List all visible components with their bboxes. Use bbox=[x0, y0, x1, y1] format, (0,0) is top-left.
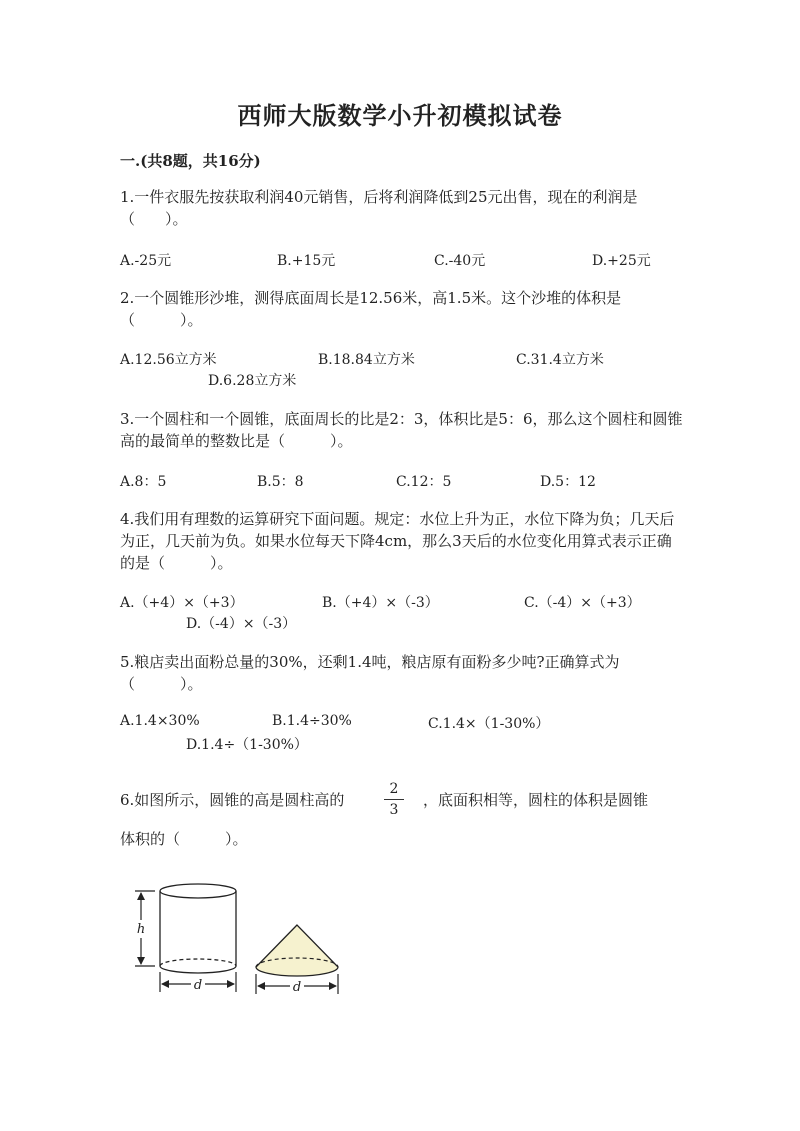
question-6-stem-part1: 6.如图所示，圆锥的高是圆柱高的 bbox=[120, 791, 345, 809]
question-5-stem: 5.粮店卖出面粉总量的30%，还剩1.4吨，粮店原有面粉多少吨?正确算式为（ ）。 bbox=[120, 653, 620, 693]
fraction-denominator: 3 bbox=[389, 802, 399, 818]
q2-option-c: C.31.4立方米 bbox=[516, 352, 604, 368]
question-3-stem: 3.一个圆柱和一个圆锥，底面周长的比是2：3，体积比是5：6，那么这个圆柱和圆锥高的最简单的整数比是（ ）。 bbox=[120, 410, 683, 450]
question-2-stem: 2.一个圆锥形沙堆，测得底面周长是12.56米，高1.5米。这个沙堆的体积是（ ）。 bbox=[120, 289, 622, 329]
page-title: 西师大版数学小升初模拟试卷 bbox=[237, 101, 563, 130]
q3-option-a: A.8：5 bbox=[120, 474, 167, 490]
cone-diameter-label: d bbox=[292, 980, 302, 995]
cone-shape bbox=[256, 925, 338, 976]
cylinder-cone-figure bbox=[125, 880, 345, 1000]
height-label: h bbox=[136, 922, 146, 937]
question-4-stem: 4.我们用有理数的运算研究下面问题。规定：水位上升为正，水位下降为负；几天后为正，几天前为负。如果水位每天下降4cm，那么3天后的水位变化用算式表示正确的是（ ）。 bbox=[120, 510, 675, 572]
section-heading: 一.(共8题，共16分) bbox=[120, 152, 261, 170]
cylinder-shape bbox=[160, 884, 236, 973]
q4-option-c: C.（-4）×（+3） bbox=[524, 595, 641, 611]
q5-option-a: A.1.4×30% bbox=[120, 713, 200, 729]
q2-option-a: A.12.56立方米 bbox=[120, 352, 217, 368]
q2-option-d: D.6.28立方米 bbox=[208, 373, 297, 389]
q3-option-b: B.5：8 bbox=[257, 474, 304, 490]
fraction-bar bbox=[384, 799, 404, 800]
q5-option-d: D.1.4÷（1-30%） bbox=[186, 737, 308, 753]
q1-option-a: A.-25元 bbox=[120, 253, 172, 269]
q4-option-d: D.（-4）×（-3） bbox=[186, 616, 297, 632]
question-6-stem-line2: 体积的（ ）。 bbox=[120, 830, 248, 848]
question-1-stem: 1.一件衣服先按获取利润40元销售，后将利润降低到25元出售，现在的利润是（ ）。 bbox=[120, 188, 638, 228]
q3-option-d: D.5：12 bbox=[540, 474, 596, 490]
q2-option-b: B.18.84立方米 bbox=[318, 352, 415, 368]
q4-option-b: B.（+4）×（-3） bbox=[322, 595, 439, 611]
q1-option-c: C.-40元 bbox=[434, 253, 486, 269]
q5-option-b: B.1.4÷30% bbox=[272, 713, 352, 729]
fraction-numerator: 2 bbox=[389, 781, 399, 797]
q5-option-c: C.1.4×（1-30%） bbox=[428, 716, 550, 732]
cylinder-diameter-label: d bbox=[193, 978, 203, 993]
q1-option-d: D.+25元 bbox=[592, 253, 651, 269]
question-6-stem-part2: ，底面积相等，圆柱的体积是圆锥 bbox=[423, 791, 649, 809]
q4-option-a: A.（+4）×（+3） bbox=[120, 595, 244, 611]
q1-option-b: B.+15元 bbox=[277, 253, 336, 269]
q3-option-c: C.12：5 bbox=[396, 474, 452, 490]
fraction-two-thirds bbox=[384, 780, 404, 819]
